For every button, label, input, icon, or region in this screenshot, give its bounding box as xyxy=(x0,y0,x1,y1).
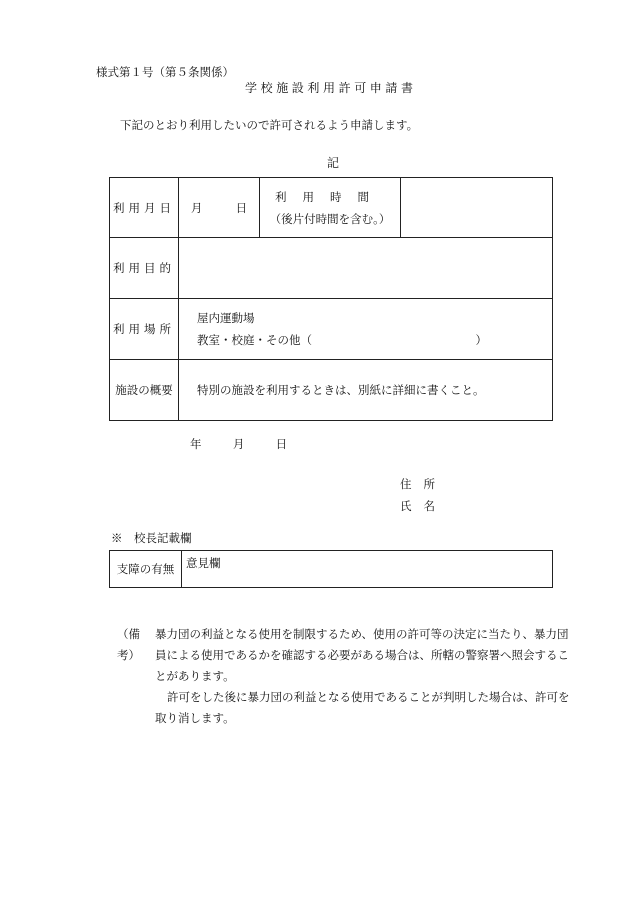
purpose-row xyxy=(110,238,553,299)
principal-table xyxy=(109,550,553,588)
date-row xyxy=(110,178,553,238)
document-title: 学校施設利用許可申請書 xyxy=(245,81,417,95)
facility-row xyxy=(110,360,553,421)
name-label: 氏名 xyxy=(400,499,447,513)
facility-label: 施設の概要 xyxy=(110,360,179,421)
date-input-cell[interactable] xyxy=(179,178,260,238)
time-input-cell[interactable] xyxy=(401,178,553,238)
ki-heading: 記 xyxy=(327,156,340,170)
place-label: 利用場所 xyxy=(110,299,179,360)
day-label: 日 xyxy=(275,437,288,451)
principal-section-title: ※ 校長記載欄 xyxy=(111,531,192,545)
form-number: 様式第１号（第５条関係） xyxy=(96,65,234,79)
time-label: 利用時間 xyxy=(275,189,385,204)
intro-text: 下記のとおり利用したいので許可されるよう申請します。 xyxy=(120,118,419,132)
purpose-input-cell[interactable] xyxy=(179,238,553,299)
time-label-note: （後片付時間を含む。） xyxy=(269,211,391,226)
time-label-cell xyxy=(260,178,401,238)
obstacle-label: 支障の有無 xyxy=(110,551,182,588)
facility-note[interactable]: 特別の施設を利用するときは、別紙に詳細に書くこと。 xyxy=(179,360,553,421)
place-row xyxy=(110,299,553,360)
year-label: 年 xyxy=(190,437,202,451)
remarks xyxy=(117,624,572,729)
address-label: 住所 xyxy=(400,477,447,491)
place-option-other: 教室・校庭・その他（ xyxy=(197,333,312,347)
remarks-paragraph-2: 許可をした後に暴力団の利益となる使用であることが判明した場合は、許可を取り消します。 xyxy=(155,690,570,725)
date-label: 利用月日 xyxy=(110,178,179,238)
application-date[interactable] xyxy=(190,436,287,452)
opinion-label: 意見欄 xyxy=(186,556,221,570)
month-label: 月 xyxy=(190,200,203,215)
application-table xyxy=(109,177,553,421)
remarks-paragraph-1: 暴力団の利益となる使用を制限するため、使用の許可等の決定に当たり、暴力団員による使用であるかを確認する必要がある場合は、所轄の警察署へ照会することがあります。 xyxy=(155,627,569,683)
place-option-other-row xyxy=(197,329,487,351)
place-input-cell[interactable] xyxy=(179,299,553,360)
month-label: 月 xyxy=(232,437,245,451)
remarks-head: （備考） xyxy=(117,627,140,662)
place-option-gym: 屋内運動場 xyxy=(197,311,255,325)
day-label: 日 xyxy=(235,200,248,215)
place-option-close-paren: ） xyxy=(475,333,487,347)
purpose-label: 利用目的 xyxy=(110,238,179,299)
opinion-cell[interactable] xyxy=(182,551,553,588)
